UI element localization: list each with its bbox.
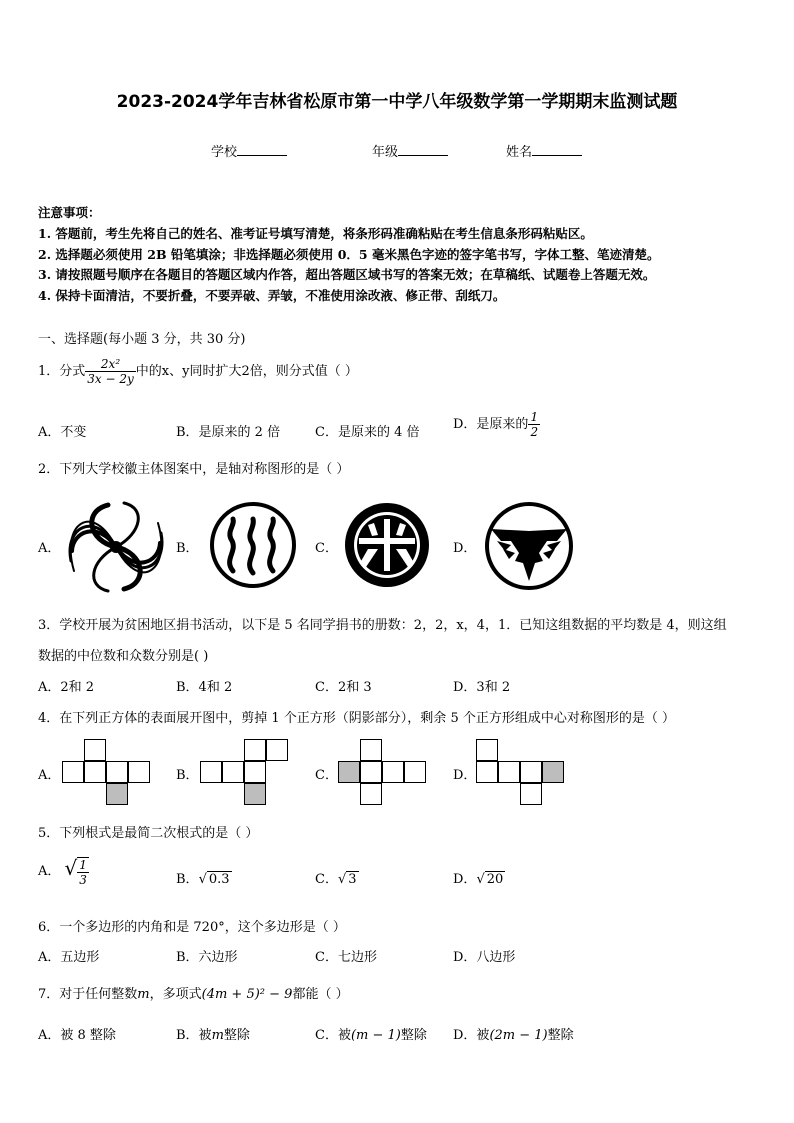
q2-option-b[interactable]: B． [176, 541, 199, 556]
q1-option-d-label: D．是原来的 [453, 417, 529, 432]
q5-option-d[interactable] [453, 868, 505, 887]
spiral-logo-icon [68, 501, 164, 593]
flame-logo-icon [209, 501, 297, 589]
question-2-stem: 2．下列大学校徽主体图案中，是轴对称图形的是（ ） [38, 462, 350, 477]
q7-b-part: B．被 [176, 1028, 212, 1043]
school-field [211, 141, 287, 160]
q5-option-c[interactable] [315, 868, 359, 887]
q5-b-radicand: 0.3 [208, 872, 230, 887]
q7-c-expr: (m − 1) [350, 1028, 401, 1043]
question-5-stem: 5．下列根式是最简二次根式的是（ ） [38, 826, 259, 841]
q3-option-d[interactable]: D．3和 2 [453, 680, 511, 695]
q5-option-b[interactable] [176, 868, 232, 887]
q6-option-a[interactable]: A．五边形 [38, 950, 100, 965]
q4-option-d[interactable]: D． [453, 768, 477, 783]
q5-c-sqrt: √ 3 [337, 872, 357, 887]
school-label: 学校 [211, 145, 238, 160]
q1-prefix: 1．分式 [38, 364, 86, 379]
question-6-stem: 6．一个多边形的内角和是 720°，这个多边形是（ ） [38, 920, 346, 935]
name-blank[interactable] [532, 143, 582, 156]
q1-option-a[interactable]: A．不变 [38, 425, 87, 440]
grade-field [372, 141, 448, 160]
question-3-stem-line1: 3．学校开展为贫困地区捐书活动，以下是 5 名同学捐书的册数：2，2，x，4，1．已知这组数据的平均数是 4，则这组 [38, 618, 727, 633]
grade-label: 年级 [372, 145, 399, 160]
q4-option-b[interactable]: B． [176, 768, 199, 783]
q4-option-c[interactable]: C． [315, 768, 338, 783]
seal-logo-icon [342, 501, 432, 589]
q5-a-num: 1 [79, 857, 87, 872]
q7-c-part: C．被 [315, 1028, 351, 1043]
notes-item: 2. 选择题必须使用 2B 铅笔填涂；非选择题必须使用 0．5 毫米黑色字迹的签字笔书写，字体工整、笔迹清楚。 [38, 247, 660, 262]
q5-option-c-label: C． [315, 872, 338, 887]
q5-c-radicand: 3 [348, 872, 357, 887]
q7-polynomial: (4m + 5)² − 9 [201, 987, 293, 1002]
q3-option-c[interactable]: C．2和 3 [315, 680, 372, 695]
q1-numerator: 2x² [100, 357, 121, 371]
q1-option-c[interactable]: C．是原来的 4 倍 [315, 425, 420, 440]
q7-b-var: m [211, 1028, 224, 1043]
notes-item: 1. 答题前，考生先将自己的姓名、准考证号填写清楚，将条形码准确粘贴在考生信息条形码粘贴区。 [38, 226, 593, 241]
q1-option-b[interactable]: B．是原来的 2 倍 [176, 425, 281, 440]
q2-option-a[interactable]: A． [38, 541, 61, 556]
q5-option-b-label: B． [176, 872, 199, 887]
grade-blank[interactable] [398, 143, 448, 156]
q1-denominator: 3x − 2y [87, 372, 134, 386]
q2-option-d[interactable]: D． [453, 541, 477, 556]
q5-d-radicand: 20 [486, 872, 504, 887]
q7-d-part: 整除 [547, 1028, 574, 1043]
q1-suffix: 中的x、y同时扩大2倍，则分式值（ ） [135, 364, 358, 379]
question-4-stem: 4．在下列正方体的表面展开图中，剪掉 1 个正方形（阴影部分），剩余 5 个正方形组成中心对称图形的是（ ） [38, 711, 675, 726]
q7-d-expr: (2m − 1) [489, 1028, 548, 1043]
q5-a-den: 3 [79, 872, 87, 887]
q1-option-d[interactable] [453, 410, 540, 439]
notes-item: 3. 请按照题号顺序在各题目的答题区域内作答，超出答题区域书写的答案无效；在草稿纸、试题卷上答题无效。 [38, 267, 656, 282]
school-blank[interactable] [237, 143, 287, 156]
question-3-stem-line2: 数据的中位数和众数分别是( ) [38, 649, 209, 664]
q5-option-a[interactable] [38, 856, 89, 887]
q7-option-a[interactable]: A．被 8 整除 [38, 1028, 116, 1043]
q7-c-part: 整除 [400, 1028, 427, 1043]
q7-var-m: m [137, 987, 150, 1002]
q1-d-den: 2 [530, 425, 539, 439]
q5-option-a-label: A． [38, 864, 61, 879]
q6-option-d[interactable]: D．八边形 [453, 950, 516, 965]
q7-option-c[interactable] [315, 1024, 427, 1043]
q3-option-a[interactable]: A．2和 2 [38, 680, 95, 695]
question-7-stem [38, 983, 349, 1002]
q1-d-fraction [528, 410, 540, 439]
notes-item: 4. 保持卡面清洁，不要折叠，不要弄破、弄皱，不准使用涂改液、修正带、刮纸刀。 [38, 288, 506, 303]
q5-b-sqrt: √ 0.3 [198, 872, 230, 887]
q7-stem-part: 都能（ ） [292, 987, 349, 1002]
q4-option-a[interactable]: A． [38, 768, 61, 783]
q5-option-d-label: D． [453, 872, 477, 887]
q3-option-b[interactable]: B．4和 2 [176, 680, 233, 695]
q2-option-c[interactable]: C． [315, 541, 338, 556]
q6-option-c[interactable]: C．七边形 [315, 950, 377, 965]
question-1-stem [38, 357, 358, 386]
q7-d-part: D．被 [453, 1028, 490, 1043]
q7-option-d[interactable] [453, 1024, 574, 1043]
q1-fraction [85, 357, 136, 386]
notes-header: 注意事项： [38, 205, 101, 220]
q6-option-b[interactable]: B．六边形 [176, 950, 238, 965]
q7-stem-part: 7．对于任何整数 [38, 987, 138, 1002]
q7-option-b[interactable] [176, 1024, 250, 1043]
section-header: 一、选择题(每小题 3 分，共 30 分) [38, 332, 246, 347]
q7-b-part: 整除 [223, 1028, 250, 1043]
q5-d-sqrt: √ 20 [476, 872, 504, 887]
name-label: 姓名 [506, 145, 533, 160]
q5-a-sqrt: √ $\frac{1}{3}$ [64, 856, 87, 887]
name-field [506, 141, 582, 160]
q1-d-num: 1 [530, 410, 539, 424]
eagle-logo-icon [483, 501, 575, 591]
page-title: 2023-2024学年吉林省松原市第一中学八年级数学第一学期期末监测试题 [116, 92, 678, 112]
q7-stem-part: ，多项式 [149, 987, 202, 1002]
